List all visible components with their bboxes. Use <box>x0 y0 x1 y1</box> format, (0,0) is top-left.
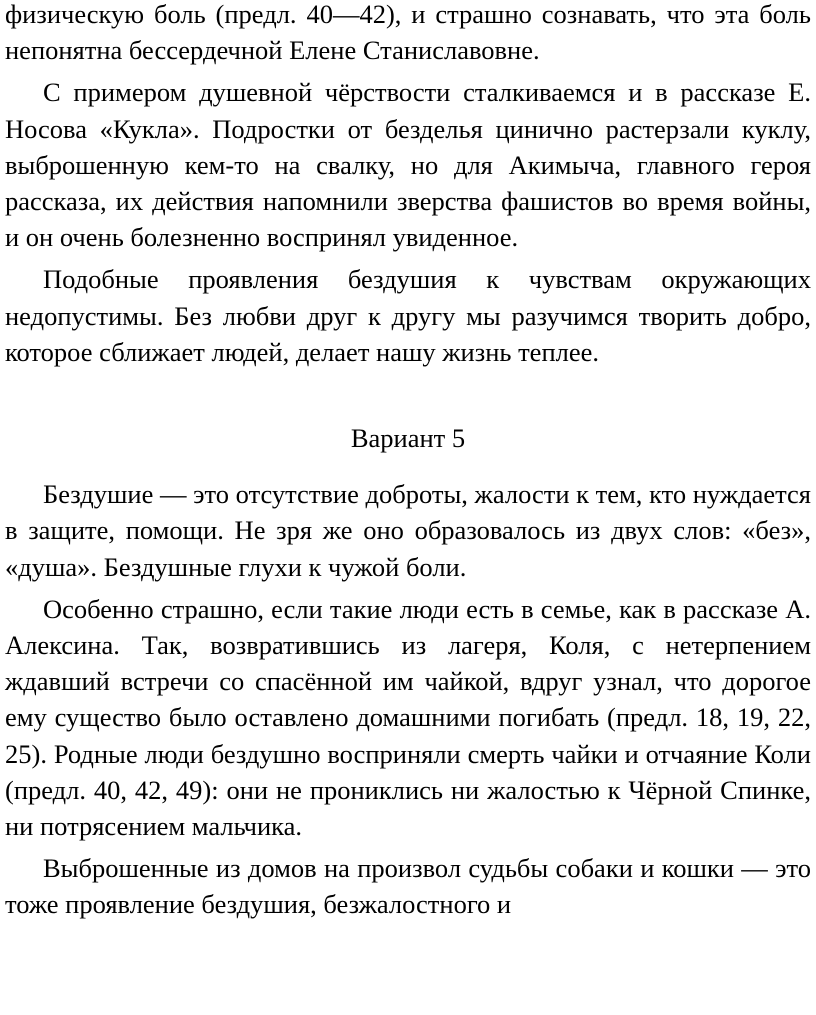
paragraph-nosov-doll: С примером душевной чёрствости сталкиваемся и в рассказе Е. Носова «Кукла». Подростки от безделья цинично растерзали куклу, выброшенную кем-то на свалку, но для Акимыча, главного героя рассказа, их действия напомнили зверства фашистов во время войны, и он очень болезненно воспринял увиденное. <box>5 77 811 253</box>
paragraph-definition: Бездушие — это отсутствие доброты, жалости к тем, кто нуждается в защите, помощи. Не зря же оно образовалось из двух слов: «без», «душа». Бездушные глухи к чужой боли. <box>5 479 811 582</box>
paragraph-abandoned-animals: Выброшенные из домов на произвол судьбы собаки и кошки — это тоже проявление бездушия, безжалостного и <box>5 853 811 920</box>
document-page <box>5 0 811 929</box>
paragraph-continuation: физическую боль (предл. 40—42), и страшно сознавать, что эта боль непонятна бессердечной Елене Станиславовне. <box>5 0 811 66</box>
paragraph-aleksin-story: Особенно страшно, если такие люди есть в семье, как в рассказе А. Алексина. Так, возвратившись из лагеря, Коля, с нетерпением ждавший встречи со спасённой им чайкой, вдруг узнал, что дорогое ему существо было оставлено домашними погибать (предл. 18, 19, 22, 25). Родные люди бездушно восприняли смерть чайки и отчаяние Коли (предл. 40, 42, 49): они не прониклись ни жалостью к Чёрной Спинке, ни потрясением мальчика. <box>5 593 811 842</box>
section-heading: Вариант 5 <box>350 423 466 454</box>
paragraph-conclusion: Подобные проявления бездушия к чувствам окружающих недопустимы. Без любви друг к другу мы разучимся творить добро, которое сближает людей, делает нашу жизнь теплее. <box>5 264 811 367</box>
